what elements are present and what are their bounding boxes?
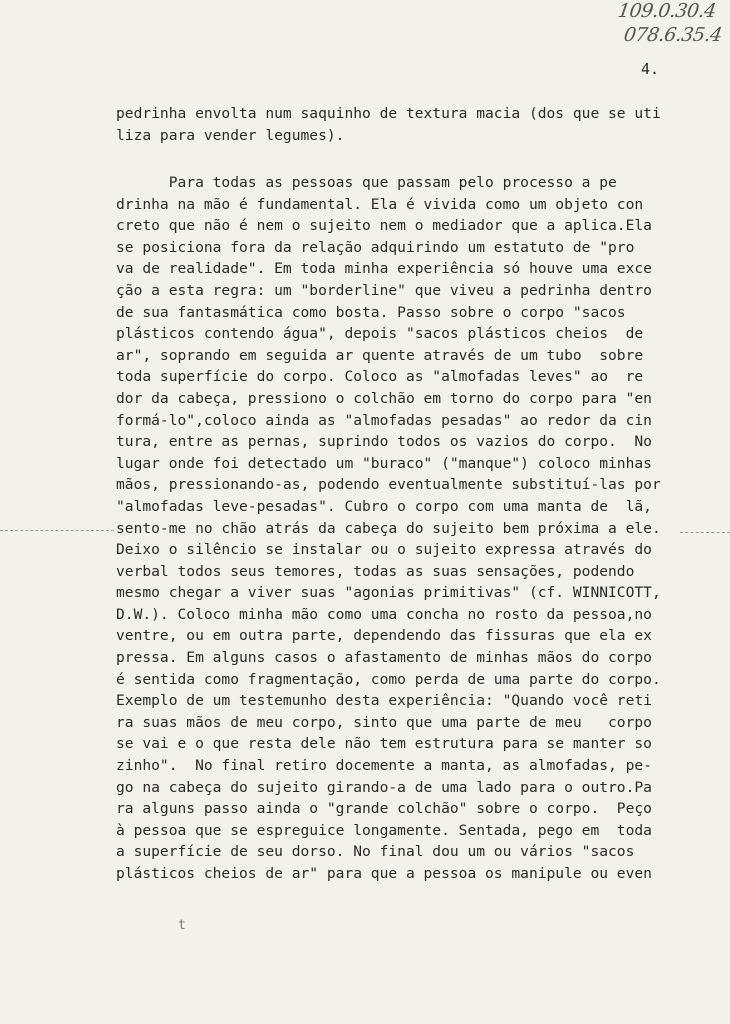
text-line: D.W.). Coloco minha mão como uma concha no rosto da pessoa,no — [116, 605, 652, 623]
text-line: mãos, pressionando-as, podendo eventualmente substituí-las por — [116, 476, 661, 494]
text-line: dor da cabeça, pressiono o colchão em torno do corpo para "en — [116, 389, 652, 407]
text-line: zinho". No final retiro docemente a manta, as almofadas, pe- — [116, 757, 652, 775]
text-line: Exemplo de um testemunho desta experiência: "Quando você reti — [116, 692, 652, 710]
text-line: plásticos cheios de ar" para que a pessoa os manipule ou even — [116, 865, 652, 882]
text-line: ra alguns passo ainda o "grande colchão" sobre o corpo. Peço — [116, 800, 652, 818]
text-line: Para todas as pessoas que passam pelo processo a pe — [116, 174, 617, 191]
text-line: pressa. Em alguns casos o afastamento de minhas mãos do corpo — [116, 649, 652, 667]
text-line: toda superfície do corpo. Coloco as "almofadas leves" ao re — [116, 368, 644, 386]
page-number: 4. — [641, 60, 660, 78]
fold-line-left — [0, 530, 114, 531]
text-line: "almofadas leve-pesadas". Cubro o corpo com uma manta de lã, — [116, 497, 652, 515]
paragraph-continuation — [116, 103, 672, 146]
paragraph-main — [116, 172, 672, 885]
archive-code-line-1: 109.0.30.4 — [616, 0, 718, 22]
text-line: a superfície de seu dorso. No final dou um ou vários "sacos — [116, 843, 635, 861]
text-line: go na cabeça do sujeito girando-a de uma lado para o outro.Pa — [116, 778, 652, 796]
text-line: va de realidade". Em toda minha experiência só houve uma exce — [116, 260, 652, 278]
text-line: sento-me no chão atrás da cabeça do sujeito bem próxima a ele. — [116, 519, 661, 537]
text-line: plásticos contendo água", depois "sacos plásticos cheios de — [116, 325, 644, 343]
text-line: verbal todos seus temores, todas as suas sensações, podendo — [116, 562, 635, 580]
text-line: ra suas mãos de meu corpo, sinto que uma parte de meu corpo — [116, 713, 652, 731]
text-line: à pessoa que se espreguice longamente. Sentada, pego em toda — [116, 821, 652, 839]
text-line: mesmo chegar a viver suas "agonias primitivas" (cf. WINNICOTT, — [116, 584, 661, 602]
text-line: formá-lo",coloco ainda as "almofadas pesadas" ao redor da cin — [116, 411, 652, 429]
text-line: ção a esta regra: um "borderline" que viveu a pedrinha dentro — [116, 281, 652, 299]
text-line: de sua fantasmática como bosta. Passo sobre o corpo "sacos — [116, 303, 626, 321]
text-line: pedrinha envolta num saquinho de textura macia (dos que se uti — [116, 105, 661, 122]
text-line: é sentida como fragmentação, como perda de uma parte do corpo. — [116, 670, 661, 688]
text-line: creto que não é nem o sujeito nem o mediador que a aplica.Ela — [116, 217, 652, 235]
text-line: ventre, ou em outra parte, dependendo das fissuras que ela ex — [116, 627, 652, 645]
text-line: se vai e o que resta dele não tem estrutura para se manter so — [116, 735, 652, 753]
fold-line-right — [680, 532, 730, 533]
text-line: ar", soprando em seguida ar quente através de um tubo sobre — [116, 346, 644, 364]
text-line: liza para vender legumes). — [116, 126, 345, 144]
archive-code-line-2: 078.6.35.4 — [622, 24, 724, 46]
text-line: Deixo o silêncio se instalar ou o sujeito expressa através do — [116, 541, 652, 559]
text-line: se posiciona fora da relação adquirindo um estatuto de "pro — [116, 238, 635, 256]
text-line: tura, entre as pernas, suprindo todos os vazios do corpo. No — [116, 433, 652, 451]
text-line: drinha na mão é fundamental. Ela é vivida como um objeto con — [116, 195, 644, 213]
stray-mark: t — [178, 918, 186, 933]
text-line: lugar onde foi detectado um "buraco" ("manque") coloco minhas — [116, 454, 652, 472]
